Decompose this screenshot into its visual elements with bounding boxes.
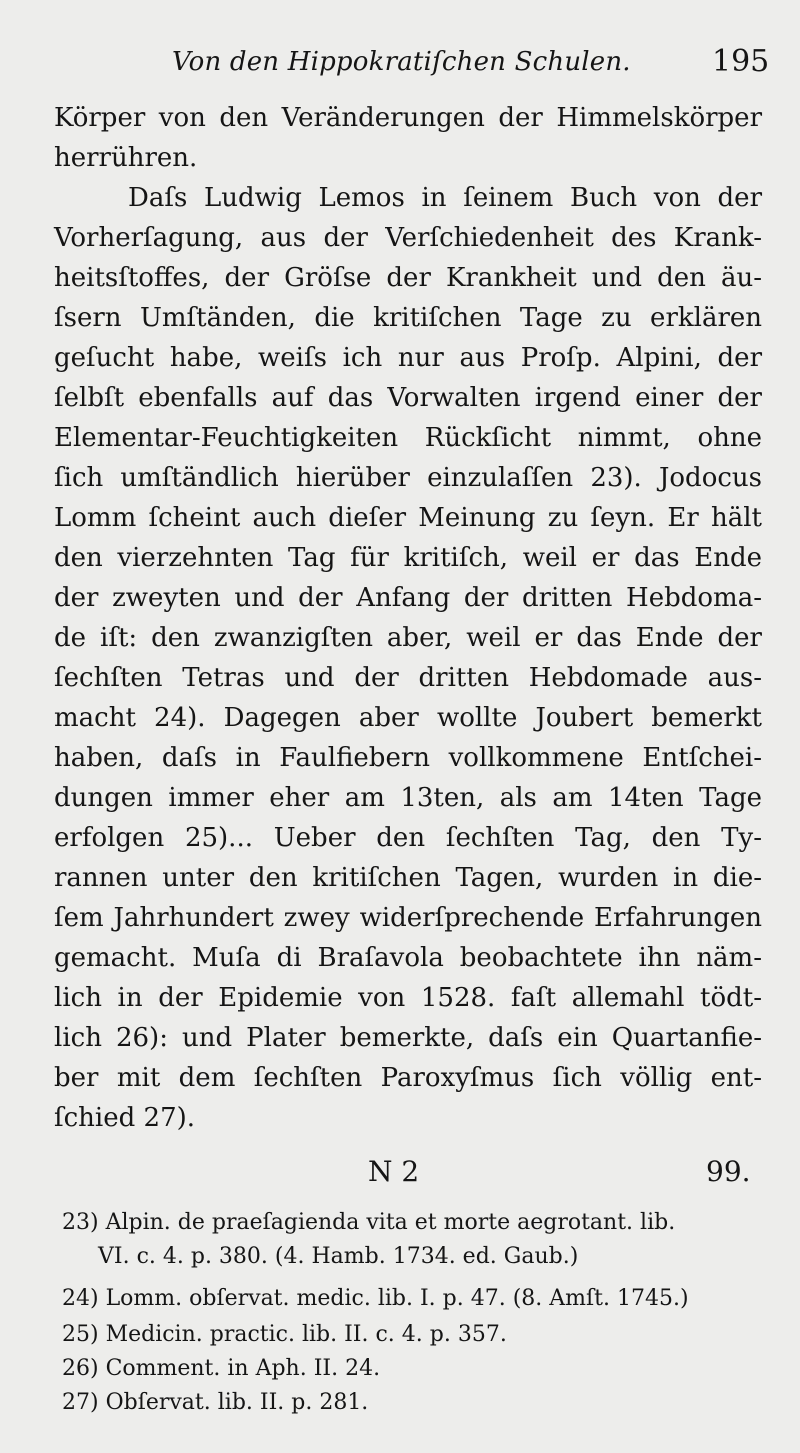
text-line: ſsern Umſtänden, die kritiſchen Tage zu erklären xyxy=(54,303,762,333)
running-title: Von den Hippokratiſchen Schulen. xyxy=(172,47,631,77)
text-line: haben, daſs in Faulfiebern vollkommene Entſchei- xyxy=(54,743,762,773)
signature-mark: N 2 xyxy=(368,1155,420,1188)
footnote: 26) Comment. in Aph. II. 24. xyxy=(62,1356,381,1381)
footnote: 25) Medicin. practic. lib. II. c. 4. p. 357. xyxy=(62,1322,507,1347)
text-line: rannen unter den kritiſchen Tagen, wurden in die- xyxy=(54,863,762,893)
text-line: ſechſten Tetras und der dritten Hebdomade aus- xyxy=(54,663,762,693)
text-line: Vorherſagung, aus der Verſchiedenheit des Krank- xyxy=(54,223,762,253)
text-line: heitsſtoffes, der Gröſse der Krankheit und den äu- xyxy=(54,263,762,293)
text-line: erfolgen 25)... Ueber den ſechſten Tag, den Ty- xyxy=(54,823,762,853)
text-line: ſchied 27). xyxy=(54,1103,196,1133)
text-line: ber mit dem ſechſten Paroxyſmus ſich völlig ent- xyxy=(54,1063,762,1093)
text-line: ſem Jahrhundert zwey widerſprechende Erfahrungen xyxy=(54,903,762,933)
footnote-continuation: VI. c. 4. p. 380. (4. Hamb. 1734. ed. Gaub.) xyxy=(98,1244,579,1269)
text-line: de iſt: den zwanzigſten aber, weil er das Ende der xyxy=(54,623,762,653)
catchword: 99. xyxy=(706,1155,751,1188)
text-line: lich 26): und Plater bemerkte, daſs ein Quartanfie- xyxy=(54,1023,762,1053)
text-line: ſelbſt ebenfalls auf das Vorwalten irgend einer der xyxy=(54,383,762,413)
page-number: 195 xyxy=(712,44,770,79)
text-line: Daſs Ludwig Lemos in ſeinem Buch von der xyxy=(128,183,762,213)
text-line: geſucht habe, weiſs ich nur aus Proſp. Alpini, der xyxy=(54,343,762,373)
text-line: den vierzehnten Tag für kritiſch, weil er das Ende xyxy=(54,543,762,573)
text-line: ſich umſtändlich hierüber einzulaſſen 23). Jodocus xyxy=(54,463,762,493)
text-line: dungen immer eher am 13ten, als am 14ten Tage xyxy=(54,783,762,813)
text-line: herrühren. xyxy=(54,143,198,173)
text-line: gemacht. Muſa di Braſavola beobachtete ihn näm- xyxy=(54,943,762,973)
text-line: lich in der Epidemie von 1528. faſt allemahl tödt- xyxy=(54,983,762,1013)
footnote: 27) Obſervat. lib. II. p. 281. xyxy=(62,1390,369,1415)
text-line: der zweyten und der Anfang der dritten Hebdoma- xyxy=(54,583,762,613)
page-header xyxy=(0,42,800,92)
footnote: 23) Alpin. de praeſagienda vita et morte aegrotant. lib. xyxy=(62,1210,676,1235)
footnote: 24) Lomm. obſervat. medic. lib. I. p. 47. (8. Amſt. 1745.) xyxy=(62,1286,689,1311)
text-line: Elementar-Feuchtigkeiten Rückſicht nimmt, ohne xyxy=(54,423,762,453)
text-line: Lomm ſcheint auch dieſer Meinung zu ſeyn. Er hält xyxy=(54,503,762,533)
body-text xyxy=(54,98,764,1138)
text-line: macht 24). Dagegen aber wollte Joubert bemerkt xyxy=(54,703,762,733)
text-line: Körper von den Veränderungen der Himmelskörper xyxy=(54,103,762,133)
